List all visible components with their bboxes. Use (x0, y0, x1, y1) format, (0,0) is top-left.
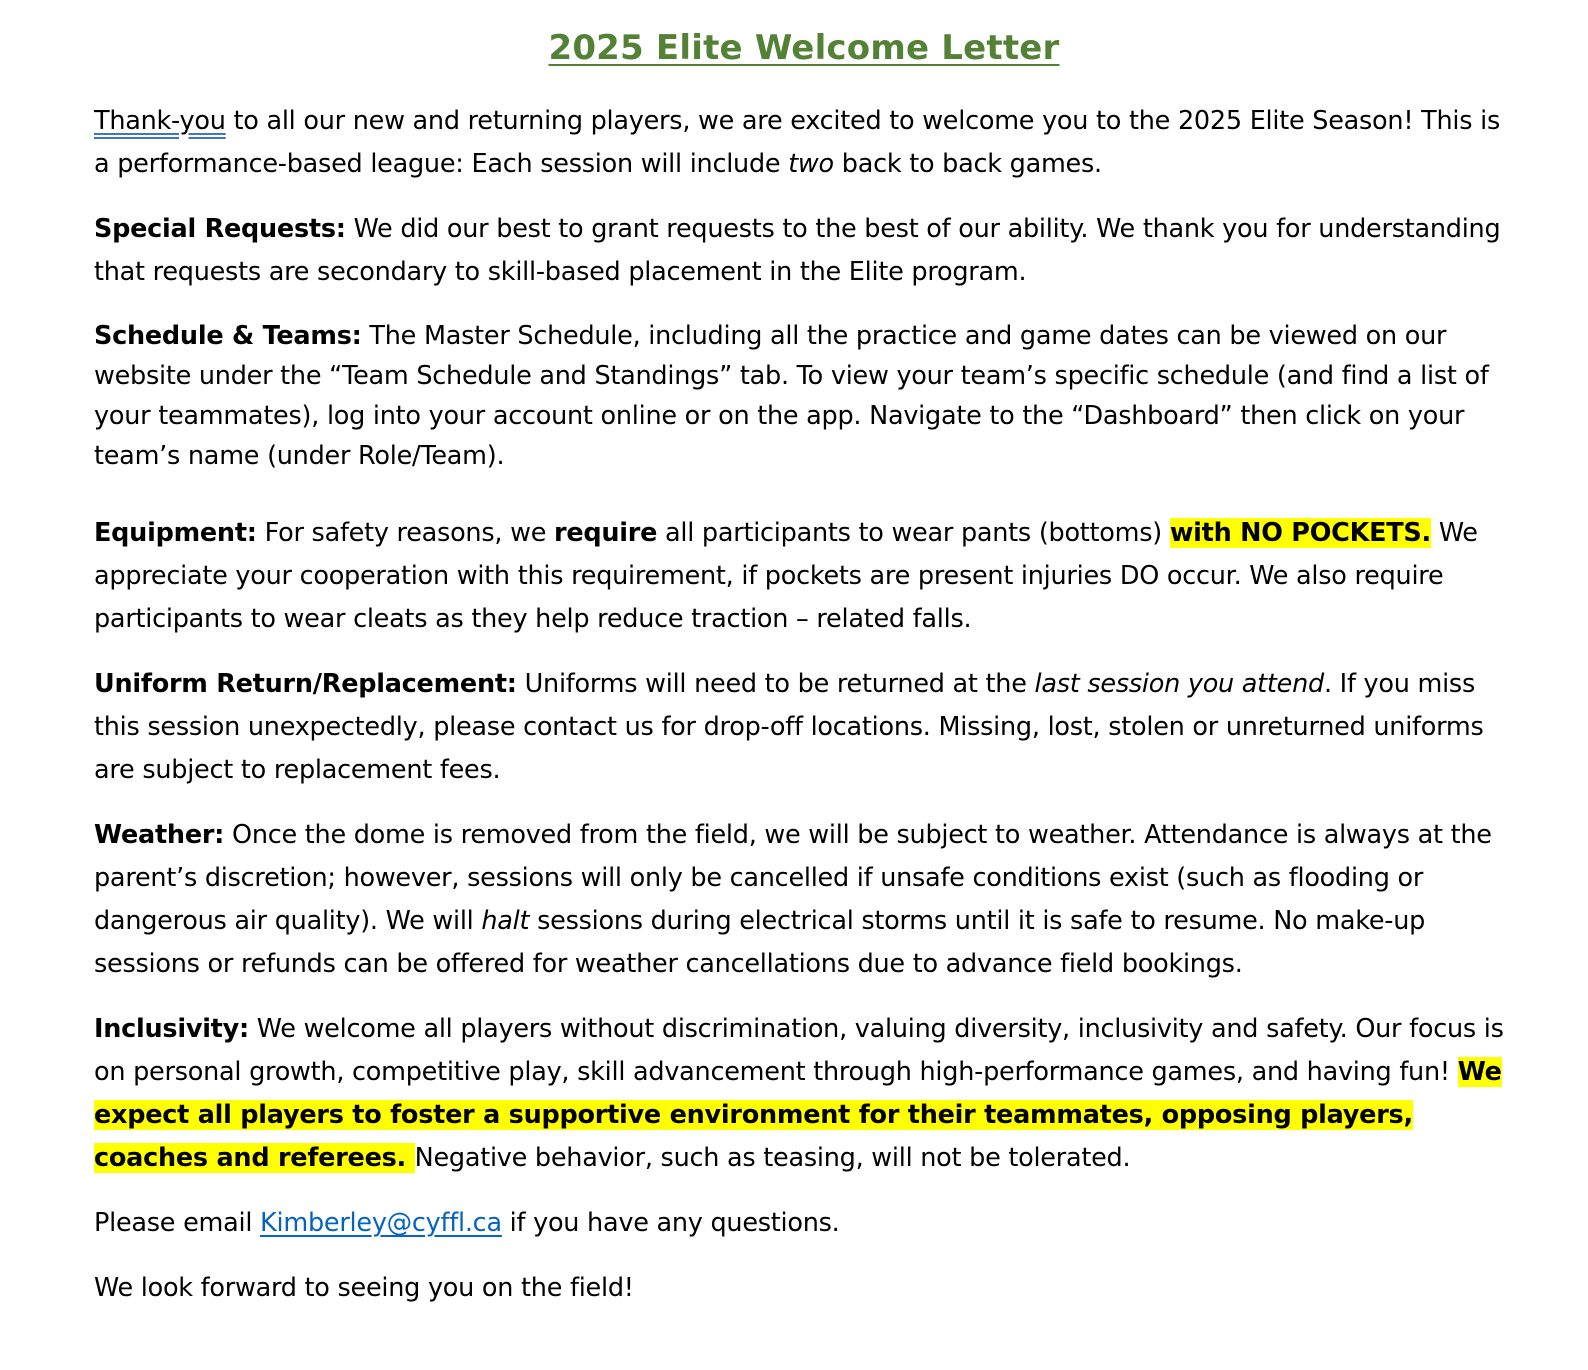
equipment-highlight: with NO POCKETS. (1169, 518, 1431, 548)
special-requests-label: Special Requests: (94, 214, 346, 244)
special-requests-paragraph (94, 208, 1514, 294)
equipment-text: For safety reasons, we (256, 518, 554, 548)
weather-paragraph (94, 814, 1514, 986)
closing-paragraph: We look forward to seeing you on the field! (94, 1273, 634, 1303)
email-link[interactable]: Kimberley@cyffl.ca (260, 1208, 502, 1238)
schedule-label: Schedule & Teams: (94, 321, 362, 351)
intro-text: to all our new and returning players, we are excited to welcome you to the 2025 Elite Season! This is a performance-based league: Each session will include (94, 106, 1500, 179)
inclusivity-label: Inclusivity: (94, 1014, 249, 1044)
special-requests-text: We did our best to grant requests to the best of our ability. We thank you for understanding that requests are secondary to skill-based placement in the Elite program. (94, 214, 1501, 287)
letter-page (94, 22, 1514, 1332)
uniform-paragraph (94, 663, 1514, 792)
weather-emphasis: halt (481, 906, 530, 936)
intro-emphasis: two (788, 149, 834, 179)
equipment-text-2: all participants to wear pants (bottoms) (657, 518, 1170, 548)
equipment-text-3: We appreciate your cooperation with this requirement, if pockets are present injuries DO occur. We also require participants to wear cleats as they help reduce traction – related falls. (94, 518, 1478, 634)
page-title: 2025 Elite Welcome Letter (548, 28, 1060, 68)
uniform-text-2: . If you miss this session unexpectedly, please contact us for drop-off locations. Missing, lost, stolen or unreturned uniforms are subject to replacement fees. (94, 669, 1484, 785)
inclusivity-text-2: Negative behavior, such as teasing, will not be tolerated. (414, 1143, 1131, 1173)
equipment-paragraph (94, 512, 1514, 641)
weather-text: Once the dome is removed from the field, we will be subject to weather. Attendance is always at the parent’s discretion; however, sessions will only be cancelled if unsafe conditions exist (such as flooding or dangerous air quality). We will (94, 820, 1492, 936)
uniform-text: Uniforms will need to be returned at the (516, 669, 1035, 699)
schedule-paragraph (94, 316, 1514, 476)
equipment-label: Equipment: (94, 518, 257, 548)
contact-paragraph (94, 1202, 1514, 1245)
weather-text-2: sessions during electrical storms until it is safe to resume. No make-up sessions or refunds can be offered for weather cancellations due to advance field bookings. (94, 906, 1426, 979)
uniform-label: Uniform Return/Replacement: (94, 669, 517, 699)
weather-label: Weather: (94, 820, 225, 850)
intro-paragraph (94, 100, 1514, 186)
equipment-emphasis: require (554, 518, 658, 548)
contact-text-2: if you have any questions. (501, 1208, 840, 1238)
inclusivity-paragraph (94, 1008, 1514, 1180)
schedule-text: The Master Schedule, including all the practice and game dates can be viewed on our website under the “Team Schedule and Standings” tab. To view your team’s specific schedule (and find a list of your teammates), log into your account online or on the app. Navigate to the “Dashboard” then click on your team’s name (under Role/Team). (94, 321, 1489, 471)
inclusivity-text: We welcome all players without discrimination, valuing diversity, inclusivity and safety. Our focus is on personal growth, competitive play, skill advancement through high-performance games, and having fun! (94, 1014, 1504, 1087)
intro-text-end: back to back games. (833, 149, 1102, 179)
contact-text: Please email (94, 1208, 261, 1238)
intro-thankyou: Thank-you (94, 106, 226, 136)
inclusivity-highlight: We expect all players to foster a supportive environment for their teammates, opposing players, coaches and referees. (94, 1057, 1502, 1173)
uniform-emphasis: last session you attend (1034, 669, 1324, 699)
